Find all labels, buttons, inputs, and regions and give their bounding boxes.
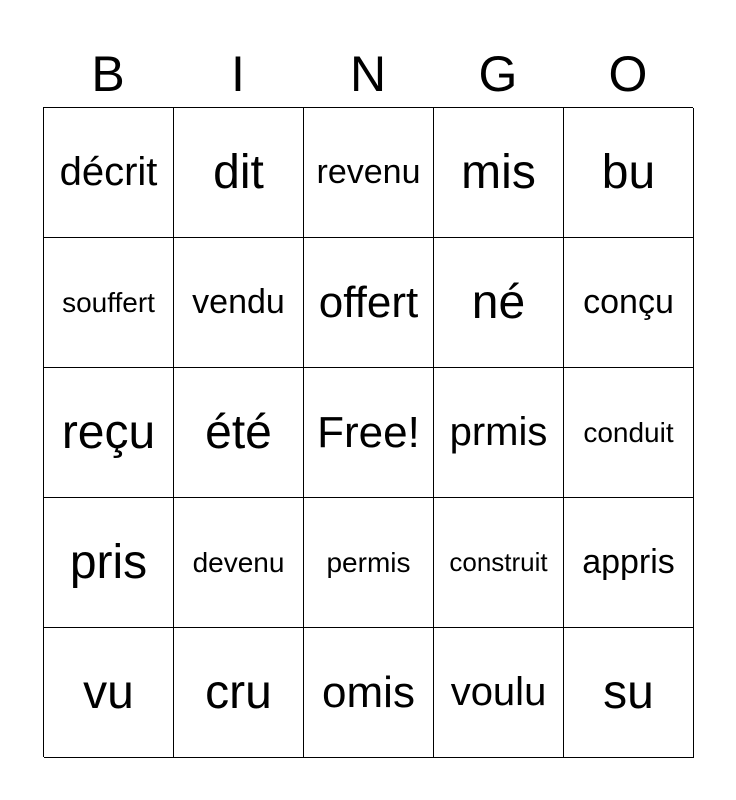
bingo-cell[interactable] [174,108,304,238]
bingo-cell[interactable] [304,108,434,238]
bingo-cell[interactable] [304,498,434,628]
bingo-cell[interactable] [44,368,174,498]
bingo-cell[interactable] [174,628,304,758]
bingo-cell[interactable] [434,368,564,498]
bingo-cell[interactable] [434,108,564,238]
bingo-cell[interactable] [564,628,694,758]
cell-label: dit [213,146,264,199]
cell-label: revenu [316,153,421,191]
cell-label: souffert [62,286,155,318]
cell-label: devenu [192,546,285,578]
cell-label: été [205,406,272,459]
cell-label: reçu [61,406,156,459]
cell-label: décrit [59,150,158,194]
cell-label: vendu [192,283,285,321]
cell-label: offert [318,277,419,327]
cell-label: cru [205,666,272,719]
bingo-cell[interactable] [44,628,174,758]
cell-label: appris [582,543,675,581]
cell-label: omis [322,667,415,717]
bingo-cell[interactable] [564,368,694,498]
cell-label: mis [461,146,536,199]
cell-label: prmis [449,410,548,454]
bingo-cell[interactable] [44,238,174,368]
cell-label: construit [449,547,548,577]
bingo-cell[interactable] [44,498,174,628]
bingo-board [43,107,693,757]
bingo-cell[interactable] [304,628,434,758]
bingo-cell[interactable] [304,238,434,368]
bingo-cell[interactable] [174,238,304,368]
bingo-cell[interactable] [174,368,304,498]
cell-label: pris [69,536,148,589]
cell-label: né [471,276,526,329]
header-letter-g: G [478,46,518,102]
header-letter-i: I [231,46,245,102]
cell-label: conduit [583,416,674,448]
bingo-cell[interactable] [434,238,564,368]
bingo-cell[interactable] [564,108,694,238]
bingo-cell[interactable] [174,498,304,628]
bingo-cell[interactable] [564,498,694,628]
header-letter-b: B [91,46,125,102]
bingo-cell[interactable] [44,108,174,238]
bingo-cell[interactable] [434,628,564,758]
free-space-label: Free! [317,407,420,457]
bingo-cell[interactable] [434,498,564,628]
header-letter-o: O [608,46,648,102]
cell-label: bu [601,146,656,199]
bingo-cell[interactable] [564,238,694,368]
free-space-cell[interactable] [304,368,434,498]
cell-label: conçu [583,283,674,321]
bingo-header [43,40,693,108]
header-letter-n: N [349,46,387,102]
cell-label: vu [83,666,134,719]
cell-label: voulu [450,670,547,714]
cell-label: su [603,666,654,719]
cell-label: permis [326,546,411,578]
